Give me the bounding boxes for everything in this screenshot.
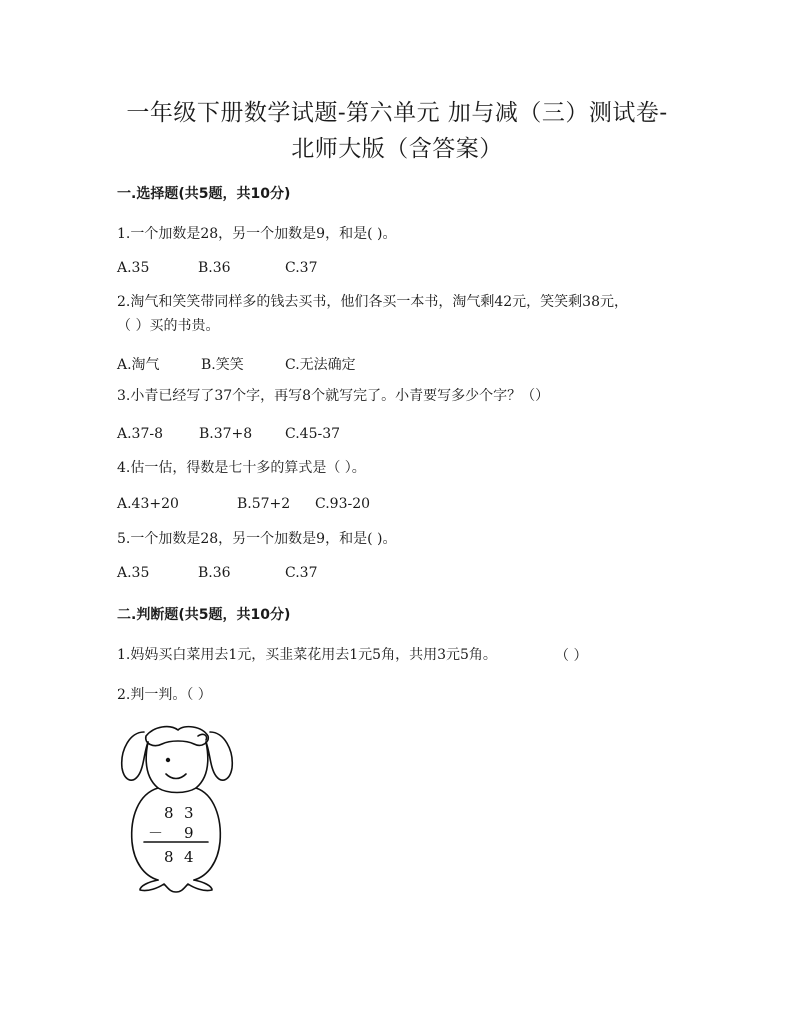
section-heading-judgement: 二.判断题(共5题，共10分) [117,607,291,623]
question-1: 1.一个加数是28，另一个加数是9，和是( )。 [117,226,397,242]
head-outline [146,742,208,793]
document-title-line-2: 北师大版（含答案） [291,136,503,162]
smile [166,774,186,779]
puppy-calculation-illustration [118,722,236,898]
answer-blank: （ ） [555,648,588,664]
question-5: 5.一个加数是28，另一个加数是9，和是( )。 [117,531,397,547]
question-3: 3.小青已经写了37个字，再写8个就写完了。小青要写多少个字？（） [117,388,550,404]
question-2-line-2: （ ）买的书贵。 [117,318,220,334]
option-b: B.37+8 [199,426,253,442]
option-b: B.笑笑 [201,357,244,373]
option-b: B.57+2 [237,496,291,512]
left-ear [122,732,148,780]
right-ear [206,732,232,780]
puppy-drawing [118,722,236,898]
eye [166,758,170,762]
digit-subtrahend: 9 [184,824,194,842]
feet [140,880,212,892]
digit-ones-top: 3 [184,804,194,822]
option-b: B.36 [198,565,231,581]
minus-sign: － [148,824,164,842]
digit-tens-result: 8 [164,848,174,866]
judgement-question-1: 1.妈妈买白菜用去1元，买韭菜花用去1元5角，共用3元5角。 [117,647,497,663]
judgement-question-2: 2.判一判。（ ） [117,687,212,703]
option-a: A.35 [117,260,150,276]
option-c: C.37 [285,565,318,581]
digit-tens-top: 8 [164,804,174,822]
document-title-line-1: 一年级下册数学试题-第六单元 加与减（三）测试卷- [126,100,668,126]
question-2-line-1: 2.淘气和笑笑带同样多的钱去买书，他们各买一本书，淘气剩42元，笑笑剩38元， [117,294,628,310]
section-heading-choice: 一.选择题(共5题，共10分) [117,186,291,202]
hair-curl [198,734,207,740]
option-c: C.37 [285,260,318,276]
option-a: A.37-8 [117,426,164,442]
option-c: C.45-37 [285,426,341,442]
body-right [194,788,220,880]
option-b: B.36 [198,260,231,276]
option-c: C.93-20 [315,496,371,512]
option-a: A.淘气 [117,357,160,373]
option-c: C.无法确定 [285,357,356,373]
option-a: A.43+20 [117,496,179,512]
digit-ones-result: 4 [184,848,194,866]
question-4: 4.估一估，得数是七十多的算式是（ ）。 [117,460,366,476]
option-a: A.35 [117,565,150,581]
